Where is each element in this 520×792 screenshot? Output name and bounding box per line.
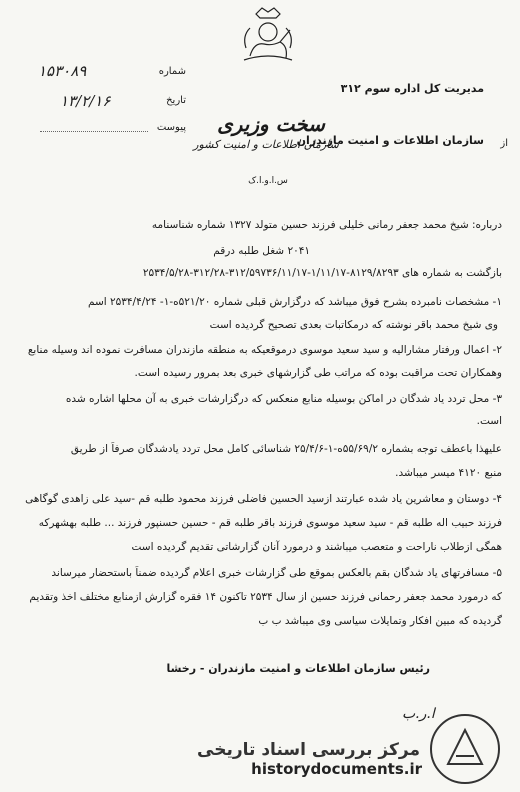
subject-line-2: ۲۰۴۱ شغل طلبه درقم — [213, 245, 310, 257]
org-title: سخت وزیری — [217, 112, 325, 136]
handwritten-signature: ا.ر.ب — [402, 706, 435, 722]
watermark-title: مرکز بررسی اسناد تاریخی — [197, 740, 420, 760]
number-label: شماره — [158, 66, 186, 77]
sender-label: از — [500, 138, 508, 149]
paragraph-3b: است. — [476, 415, 502, 427]
paragraph-1: ۱- مشخصات نامبرده بشرح فوق میباشد که درگزارش قبلی شماره ۵۲۱/۲۰ه-۱- ۲۵۳۴/۴/۲۴ اسم — [87, 296, 502, 308]
attachment-dots — [40, 131, 148, 132]
reference-line: بازگشت به شماره های ۸۱۲۹/۸۲۹۳-۱/۱۱/۱۷-۳۱۲/۵۹۷۳۶/۱۱/۱۷-۳۱۲/۲۸-۲۵۳۴/۵/۲۸ — [142, 267, 502, 279]
sender-line: سازمان اطلاعات و امنیت مازندران — [296, 134, 484, 147]
attachment-label: پیوست — [156, 122, 186, 133]
date-label: تاریخ — [166, 95, 186, 106]
watermark-url: historydocuments.ir — [251, 760, 422, 778]
paragraph-3: ۳- محل تردد یاد شدگان در اماکن بوسیله منابع منعکس که درگزارشات خبری به آن محلها اشاره شده — [65, 393, 502, 405]
handwritten-date: ۱۳/۲/۱۶ — [60, 92, 111, 110]
subject-line: درباره: شیخ محمد جعفر رمانی خلیلی فرزند حسین متولد ۱۳۲۷ شماره شناسنامه — [151, 219, 502, 231]
paragraph-2b: وهمکاران تحت مراقبت بوده که مراتب طی گزارشهای خبری بعد بمرور رسیده است. — [134, 367, 502, 379]
handwritten-number: ۱۵۳۰۸۹ — [38, 62, 87, 80]
addressee-line: مدیریت کل اداره سوم ۳۱۲ — [340, 82, 484, 95]
paragraph-4: علیهذا باعطف توجه بشماره ۵۵/۶۹/۲ه-۱-۲۵/۴/۶ شناسائی کامل محل تردد یادشدگان صرفاً از طریق — [70, 443, 502, 455]
paragraph-5: ۴- دوستان و معاشرین یاد شده عبارتند ازسید الحسین فاضلی فرزند محمود طلبه قم -سید علی زاهدی گوگاهی — [25, 493, 502, 505]
org-subtitle: سازمان اطلاعات و امنیت کشور — [193, 138, 339, 151]
paragraph-6: ۵- مسافرتهای یاد شدگان بقم بالعکس بموقع طی گزارشات خبری اعلام گردیده ضمناً باستحضار میرساند — [51, 567, 502, 579]
paragraph-5c: همگی ازطلاب ناراحت و متعصب میباشند و درمورد آنان گزارشاتی تقدیم گردیده است — [131, 541, 502, 553]
paragraph-5b: فرزند حبیب اله طلبه قم - سید سعید موسوی فرزند باقر طلبه قم - حسین حسنپور فرزند ... طلبه بهشهرکه — [38, 517, 502, 529]
paragraph-4b: منبع ۴۱۲۰ میسر میباشد. — [395, 467, 502, 479]
paragraph-6b: که درمورد محمد جعفر رحمانی فرزند حسین از سال ۲۵۳۴ تاکنون ۱۴ فقره گزارش ازمنابع مختلف اخذ وتقدیم — [29, 591, 502, 603]
lion-and-sun-emblem-icon — [236, 6, 300, 66]
paragraph-1b: وی شیخ محمد باقر نوشته که درمکاتبات بعدی تصحیح گردیده است — [209, 319, 498, 331]
paragraph-2: ۲- اعمال ورفتار مشارالیه و سید سعید موسوی درموقعیکه به منطقه مازندران مسافرت نموده اند وسیله منابع — [27, 344, 502, 356]
archive-logo-icon — [428, 712, 502, 786]
org-code: س.ا.و.ا.ک — [248, 176, 288, 186]
signature-line: رئیس سازمان اطلاعات و امنیت مازندران - رخشا — [166, 662, 430, 675]
paragraph-6c: گردیده که مبین افکار وتمایلات سیاسی وی میباشد ب ب — [258, 615, 502, 627]
